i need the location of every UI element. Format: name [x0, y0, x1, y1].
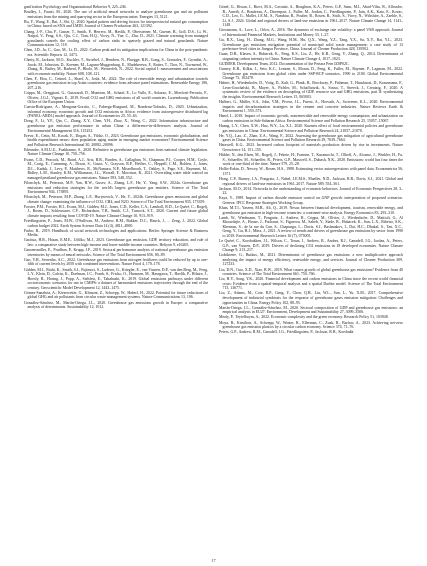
reference-entry: Filonchyk, M., Peterson, M.P., Zhang, L.F., Hurynovich, V., He, Y., 2024b. Greenhouse gases emissions and global climate change: examining the influence of CO2, CH4, and N2O. Science of The Total Environment 935, 173359.	[24, 195, 208, 204]
references-columns	[24, 5, 403, 557]
reference-entry: Liu, H.Y., Song, Y.K., 2020. Financial development and carbon emissions in China since the recent world financial crisis: Evidence from a spatial-temporal analysis and a spatial Durbin model. Science of The Total Environment 715, 136771.	[219, 277, 403, 291]
reference-entry: Moya, R., Kiesilion, A., Schoepp, W., Winter, R., Ellerman, C., Zuzk, R., Barlow, A., 2023. Achieving net-zero greenhouse gas emission plastics by a circular carbon economy. Science 374, 71–76.	[219, 320, 403, 330]
reference-column-left	[24, 5, 208, 557]
reference-entry: Liu, D.N., Guo, X.D., Xiao, B.W., 2019. What causes growth of global greenhouse gas emissions? Evidence from 40 countries. Science of The Total Environment 661, 750–766.	[219, 267, 403, 277]
reference-entry: Filonchyk, M., Peterson, M.P., Yan, H.W., Gusev, A., Zhang, L.F., He, Y., Yang, S.W., 2024a. Greenhouse gas emissions and reduction strategies for the world's largest greenhouse gas emitters. Science of The Total Environment 944, 173895.	[24, 180, 208, 195]
reference-entry: Khan, M.T.I., Yaseen, M.R., Ali, Q., 2019. Nexus between financial development, tourism, renewable energy, and greenhouse gas emission in high-income countries: a continent-wise analysis. Energy Economics 83, 293–310.	[219, 206, 403, 215]
reference-entry: Halbert, G., Müller, S.A., John, V.M., Pivera, J.L., Fuerst, A., Horvath, A., Scrivener, K.L., 2020. Environmental impacts and decarbonization strategies in the cement and concrete industries. Nature Reviews Earth & Environment 1, 559–573.	[219, 100, 403, 114]
reference-entry: Gacitua, H.R., Hasan, E.M.E., Udilko, M.J., 2023. Greenhouse gas emission, GDP, territory education, and rule of law: a comparative study between high-income and lower-middle-income countries. Heliyon 9, e16265.	[24, 238, 208, 248]
reference-entry: Kaya, Y., 1989. Impact of carbon dioxide emission control on GNP growth: interpretation of proposed scenarios. Geneva: IPCC Response Strategies Working Group.	[219, 196, 403, 205]
reference-entry: Forster, P.M., Forster, H.I., Evans, M.J., Gidden, M.J., Jones, C.D., Keller, C.A., Lamboll, R.D., Le Quéré, C., Rogelj, J., Rosen, D., Schleussner, C.F., Richardson, T.B., Smith, C.J., Turnock, S.T., 2020. Current and future global climate impacts resulting from COVID-19. Nature Climate Change 10, 913–919.	[24, 204, 208, 218]
reference-entry: Gómez-Sanabria, A., Kiesewetter, G., Klimont, Z., Schoepp, W., Haberl, H., 2022. Potential for future reductions of global GHG and air pollutants from circular waste management systems. Nature Communications 13, 106.	[24, 290, 208, 300]
reference-entry: Jackson, M.O., 2014. Networks in the understanding of economic behaviors. Journal of Economic Perspectives 28, 3–22.	[219, 186, 403, 196]
reference-entry: Bu, Y., Wang, E., Bai, J., Shi, Q., 2020. Spatial pattern and driving factors for interprovincial natural gas consumption in China: based on SNA and LMDI. Journal of Cleaner Production 263, 121392.	[24, 19, 208, 29]
reference-entry: Gönel, G., Hosan, J., Rizvi, M.A., Cavaiati, A., Houghton, K.A., Peters, G.P., Sano, M.I., Abad-Vilas, R., Allouche, R., Arneth, A., Boudreau, A., Davenport, J., Fuller, M., Jordan, C., Friedlingstein, P., Jain, A.K., Kato, E., Kovac, C.D., Leo, G., Mallet, J.E.M., S., Nambiar, R., Poulter, B., Rosen, R., Sitch, S., Viovy, N., Wiltshire, A., Zaehle, S., Li, S.J., 2024. Global and regional drivers of land-use emissions in 1961–2017. Nature Climate Change 14, 1141–1148.	[219, 5, 403, 28]
reference-entry: Liu, Z., Adams, M., Cote, R.P., Geng, Y., Chen, Q.H., Liu, W.L., Sun, L., Yu, X.M., 2017. Comprehensive development of industrial symbiosis for the response of greenhouse gases emission mitigation: Challenges and opportunities in China. Energy Policy 102, 88–95.	[219, 291, 403, 305]
reference-entry: He, Y.Q., Lao, Z., Zhan, Z.A., Wang, F., 2022. Assessing the greenhouse gas mitigation of agricultural greenhouse gases in China. Environmental Science and Pollution Research 29, 7639–7664.	[219, 133, 403, 143]
reference-entry: González-Sánchez, M., Martín-Ortega, J.L., 2020. Greenhouse gas emissions growth in Europe: a comparative analysis of determinants. Sustainability 12, 1012.	[24, 300, 208, 310]
reference-entry: Habert, H., Wiedenhofer, D., Virág, D., Kalt, G., Plank, B., Brockway, P., Fishman, T., Hausknost, D., Krausmann, F., Leon-Gruchalski, B., Mayer, A., Pichler, M., Schaffartzik, A., Sousa, T., Streeck, J., Creutzig, F., 2020. A systematic review of the evidence on decoupling of GDP, resource use and GHG emissions, part II: synthesizing the insights. Environmental Research Letters 15, 065003.	[219, 81, 403, 99]
reference-entry: Martín-Ortega, J.L., González-Sánchez, M., 2020. Sectoral composition of GDP and greenhouse gas emissions: an empirical analysis in EU27. Environment, Development and Sustainability 27, 3099–3506.	[219, 305, 403, 315]
reference-entry: Chen, J.D., Ju, C., Gao, M., Li, D., 2022. Carbon peak and its mitigation implications for China in the post-pandemic era. Scientific Reports 12, 3473.	[24, 48, 208, 57]
reference-entry: Grossmann, A., Love, L., Orlov, A., 2016. The dynamics of exchange rate volatility: a panel VAR approach. Journal of International Financial Markets, Institutions and Money 33, 1–27.	[219, 28, 403, 37]
reference-entry: Chen, F., Hou, C., Cetinel, L., Shaef, A., Joshi, M., 2022. The role of renewable energy and urbanization towards greenhouse gas emission in top Asian countries: evidence from advance panel estimations. Renewable Energy 186, 207–216.	[24, 76, 208, 90]
reference-entry: Gurney, K.R., Kilkis, J., Seto, K.C., Lenzen, S., Moran, D., Feng, K., Fuller, M., Raymer, P., Lagman, M., 2022. Greenhouse gas emissions from global cities under SSP-RCP scenarios, 1990 to 2100. Global Environmental Change 73, 102478.	[219, 67, 403, 81]
reference-entry: Gassensmiller, E., Prudhon, P., Krupp, J.F., 2019. Sectoral performance analysis of national greenhouse gas emission inventories by means of neural networks. Science of The Total Environment 656, 80–89.	[24, 248, 208, 257]
reference-entry: Hübler, N., den Elzen, M., Rogelj, J., Fekete, H., Fransen, T., Kuramochi, T., Olhoff, A., Alcamo, J., Winkler, H., Fu, S., Schaeffer, M., Schaeffer, R., Peters, G.P., Maxwell, S., Dubash, N.K., 2020. Emissions: world has four times the work or one-third of the time. Nature 579, 25–28.	[219, 153, 403, 167]
reference-entry: Hatzwell, K.G., 2023. Increased carbon footprint of materials production driven by rise in investments. Nature Geoscience 14, 151–155.	[219, 143, 403, 152]
reference-entry: Hollis-Eakin, D., Newey, W., Rosen, H.S., 1988. Estimating vector autoregressions with panel data. Econometrica 56, 1371.	[219, 167, 403, 176]
reference-entry: Gao, Y.H., Serrenho, A.C., 2022. Greenhouse gas emissions from nitrogen fertilizers could be reduced by up to one-fifth of current levels by 2050 with combined interventions. Nature Food 4, 170–178.	[24, 257, 208, 267]
reference-entry: Evans, C.D., Peacock, M., Baird, A.J., Artz, R.R., Burden, A., Callaghan, N., Chapman, P.J., Cooper, H.M., Coyle, M., Craig, E., Cumming, A., Dixon, S., Gauci, V., Grayson, R.P., Helfter, C., Heppell, C.M., Holden, J., Jones, D.L., Kaduk, J., Levy, P., Matthews, R., McNamara, N.P., Misselbrook, T., Oakley, S., Page, S.E., Rayment, M., Ridley, L.M., Stanley, K.M., Williamson, J.L., Worrall, F., Morrison, R., 2021. Overriding water table control on managed peatland greenhouse gas emissions. Nature 593, 548–552.	[24, 157, 208, 180]
reference-entry: GUDDER, Development Team, 2012. Documentation of the Pertara Pern IZ0P02C.	[219, 61, 350, 66]
reference-entry: Hanif, I., 2018. Impact of economic growth, nonrenewable and renewable energy consumption, and urbanization on carbon emissions in Sub-Saharan Africa. Environmental Science and Pollution Research 25, 15057–15067.	[219, 114, 403, 123]
reference-entry: gasification Psychology and Organizational Behavior 9, 225–246.	[24, 5, 127, 9]
reference-entry: Bradley, J., Fausti, M., 2020. The use of artificial neural networks to analyze greenhouse gas and air pollutant emissions from the mining and quarrying sector in the European union. Energies 13, 5121.	[24, 10, 208, 19]
reference-entry: Hong, C.P., Burney, J.A., Pongratz, J., Nabel, J.E.M.S., Mueller, N.D., Jackson, R.B., Davis, S.J., 2021. Global and regional drivers of land-use emissions in 1961–2017. Nature 589, 554–561.	[219, 177, 403, 186]
reference-entry: Chetty, R., Jackson, M.O., Kuchler, T., Stroebel, J., Hendren, N., Fluegge, R.B., Gong, S., Gonzalez, F., Grondin, A., Jacob, M., Johnston, D., Koenen, M., Laguna-Muggenburg, E., Mudekereza, F., Rutter, T., Thor, N., Townsend, W., Zhang, R., Bailey, M., Barberá, P., Bhole, M., Wernerfelt, N., 2022. Social capital I: measurement and associations with economic mobility. Nature 608, 108–121.	[24, 57, 208, 76]
reference-entry: Mealy, P., Teytelboym, A., 2022. Economic complexity and the green economy. Research Policy 51, 103948.	[219, 315, 389, 320]
reference-entry: Friedlingstein, P., Jones, M.W., O'Sullivan, M., Andrew, R.M., Bakker, D.C., Hauck, J., ... Zeng, J., 2022. Global carbon budget 2022. Earth System Science Data 14 (4), 4811–4900.	[24, 219, 208, 228]
reference-entry: Edeandre, A.M.U.U., Fuakhanno, S., 2020. Refinitive in greenhouse gas emissions from national climate legislation. Nature Climate Change 10, 750–756.	[24, 147, 208, 157]
page-number: 17	[211, 558, 216, 563]
reference-entry: Gu, R.X., Ling, H., Zhang, M.G., Wang, H.M., Hu, Q.X., Wang, Y.Z., Tang, Y.X., Su, X.Y., Bai, Y.L., 2023. Greenhouse gas emissions mitigation potential of municipal solid waste management: a case study of 13 prefecture-level cities in Jiangsu Province, China. Journal of Cleaner Production 428, 139502.	[219, 38, 403, 52]
reference-entry: Lamb, W., Wiedmann, T., Pongratz, J., Andrew, R., Crippa, M., Olivier, J., Wiedenhofer, D., Mattioli, G., Al Khourdajie, A., House, J., Pachauri, S., Figueroa, M., Saheb, Y., Slade, R., Hubacek, K., Sun, L.X., Ribeiro, S.K., Khennas, S., de la rue du Can, S., Chapungu, L., Davis, S.J., Bashmakov, I., Dai, H.C., Dhakal, S., Tan, X.C., Geng, Y., Gu, B.J., Minx, J., 2021. A review of trends and drivers of greenhouse gas emissions by sector from 1990 to 2018. Environmental Research Letters 16 (7), 073005.	[219, 215, 403, 238]
reference-entry: Le Quéré, C., Korsbakken, J.I., Wilson, C., Tosun, J., Andrew, R., Andres, R.J., Canadell, J.G., Jordan, A., Peters, G.P., van Vuuren, D.P., 2019. Drivers of declining CO2 emissions in 18 developed economies. Nature Climate Change 9, 213–217.	[219, 239, 403, 253]
reference-column-right	[219, 5, 403, 557]
reference-entry: Dong, F., Li, Y.F., Qin, C., Zhang, X.Y., Chen, Y.H., Zhao, X., Wang, C., 2022. Information infrastructure and greenhouse gas emission performance in urban China: a difference-in-differences analysis. Journal of Environmental Management 316, 115252.	[24, 119, 208, 133]
reference-entry: Chang, J.-F., Chu, F., Gasser, T., Smith, P., Herrero, M., Havlik, P., Obersteiner, M., Guenet, B., Goll, D.S., Li, W., Naipal, V., Peng, S.S., Qiu, C.J., Tian, H.Q., Viovy, N., Yue, C., Zhu, D., 2021. Climate warming from managed grasslands cancels the cooling effect of carbon sinks in sparsely grazed and natural grasslands. Nature Communications 12, 118.	[24, 29, 208, 48]
reference-entry: Furbo, R., 2019. Handbook of social network technologies and applications. Berlin: Springer Science & Business Media.	[24, 228, 208, 238]
reference-entry: Crippa, M., Oreggioni, G., Guizzardi, D., Muntean, M., Schaaf, E., Lo Vullo, E., Solazzo, E., Monforti-Ferrario, F., Olivier, J.G.J., Vignati, E., 2019. Fossil CO2 and GHG emissions of all world countries. Luxembourg: Publication Office of the European Union.	[24, 91, 208, 105]
reference-entry: Guan, D.B., Klasen, S., Hubacek, K., Feng, K.S., Liu, Z., He, K.B., Geng, Y., Zhang, Q., 2014. Determinants of stagnating carbon intensity in China. Nature Climate Change 4, 1017–1023.	[219, 52, 403, 61]
reference-entry: Huang, L.Y., Chen, X.W., Huo, W.Y., Lu, X.J., 2020. Kuznets effect of local environmental policies and greenhouse gas emissions in China: Environmental Science and Pollution Research 24, 21057–21070.	[219, 124, 403, 133]
reference-entry: Peters, G.P., Andrew, R.M., Canadell, J.G., Friedlingstein, P., Jackson, R.B., Korsbakk	[219, 330, 354, 335]
reference-entry: Gidden, M.J., Riahi, K., Smith, S.J., Fujimori, S., Luderer, G., Kriegler, E., van Vuuren, D.P., van den Berg, M., Feng, L.Y., Klein, D., Calvin, K., Doelman, J.C., Frank, S., Fricko, O., Harmsen, M., Hasegawa, T., Havlík, P., Hilaire, J., Hoesly, R., Horing, J., Popp, A., Stehfest, E., Takahashi, K., 2019. Global emissions pathways under different socioeconomic scenarios for use in CMIP6: a dataset of harmonized emissions trajectories through the end of the century. Geoscientific Model Development 12, 1443–1475.	[24, 267, 208, 290]
reference-entry: Liobikiene, G., Butkus, M., 2021. Determinants of greenhouse gas emissions: a new multiplicative approach analysing the impact of energy efficiency, renewable energy, and services. Journal of Cleaner Production 309, 127233.	[219, 253, 403, 267]
reference-entry: Cuesta-Rodriguez, A., Mengana-Gorrito, C., Fabrega-Hoagund, M., Rondeau-Tobacks, D., 2020. Urbanization, informal economy, economic growth and CO2 emissions in Africa: evidence from autoregressive distributed lag (PANEL-ARDL) model approach. Journal of Econometrics 25, 55–63.	[24, 105, 208, 119]
reference-entry: Erevir, E., Cetin, M., Kocak, E., Dogan, A., Yildiz, O., 2023. Greenhouse gas emissions, economic globalization, and health expenditures nexus: does population aging matter in emerging market economies? Environmental Science and Pollution Research International 30, 20082–20096.	[24, 133, 208, 147]
